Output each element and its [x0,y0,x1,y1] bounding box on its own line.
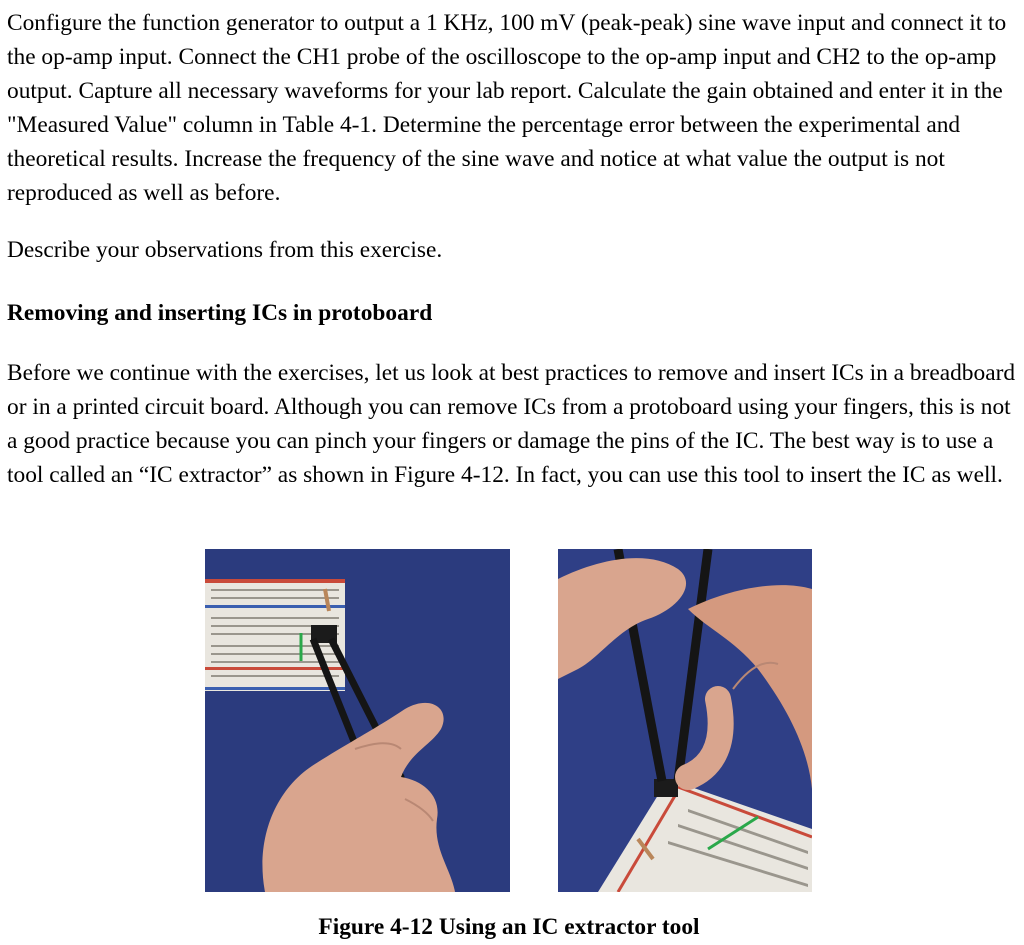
body-paragraph-observations: Describe your observations from this exercise. [7,237,443,263]
figure-photo-extractor-removal [205,549,510,892]
body-paragraph-instructions: Configure the function generator to output a 1 KHz, 100 mV (peak-peak) sine wave input and connect it to the op-amp input. Connect the CH1 probe of the oscilloscope to the op-amp input and CH2 to the op-amp output. Capture all necessary waveforms for your lab report. Calculate the gain obtained and enter it in the "Measured Value" column in Table 4-1. Determine the percentage error between the experimental and theoretical results. Increase the frequency of the sine wave and notice at what value the output is not reproduced as well as before. [7,10,1007,206]
figure-photo-extractor-insertion [558,549,812,892]
body-paragraph-ic-removal: Before we continue with the exercises, let us look at best practices to remove and insert ICs in a breadboard or in a printed circuit board. Although you can remove ICs from a protoboard using your fingers, this is not a good practice because you can pinch your fingers or damage the pins of the IC. The best way is to use a tool called an “IC extractor” as shown in Figure 4-12. In fact, you can use this tool to insert the IC as well. [7,360,1016,488]
section-heading: Removing and inserting ICs in protoboard [7,300,433,326]
figure-caption: Figure 4-12 Using an IC extractor tool [318,914,700,940]
